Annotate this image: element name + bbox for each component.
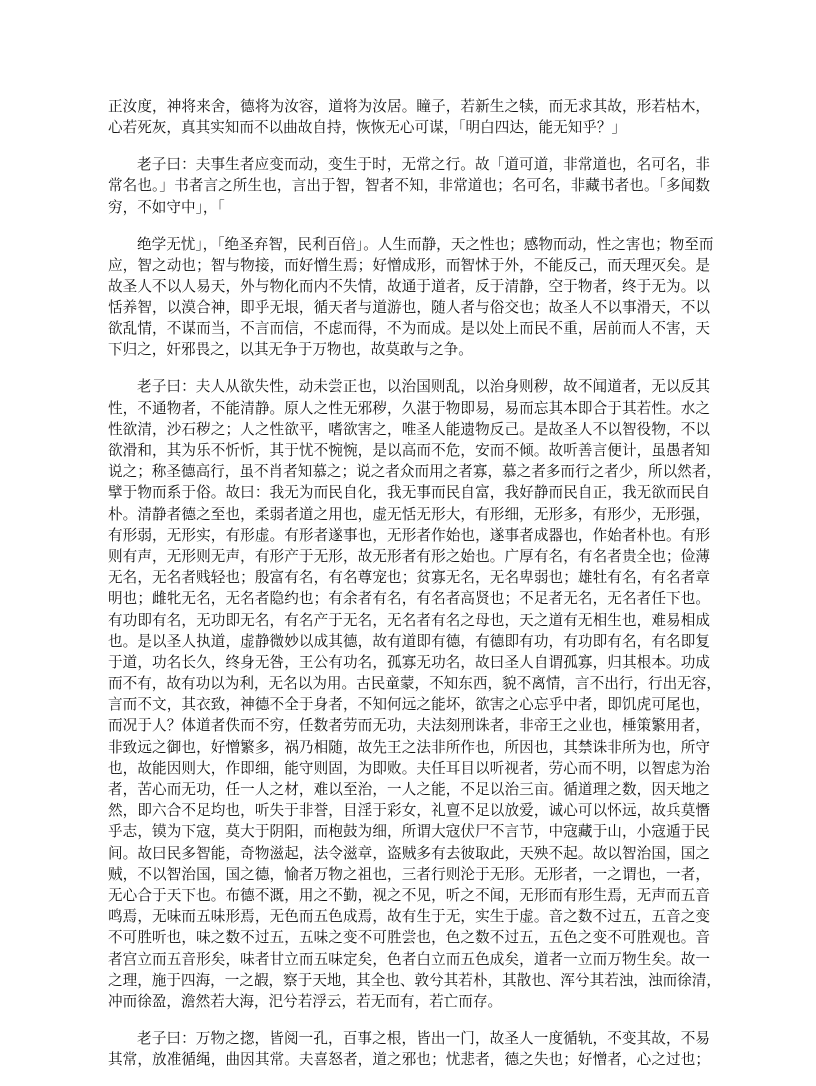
text-line: 欲乱情，不谋而当，不言而信，不虑而得，不为而成。是以处上而民不重，居前而人不害，天 <box>108 320 710 338</box>
text-line: 然，即六合不足均也，听失于非誉，目淫于彩女，礼亶不足以放爱，诚心可以怀远，故兵莫憯 <box>108 802 710 820</box>
text-line: 老子曰：夫事生者应变而动，变生于时，无常之行。故「道可道，非常道也，名可名，非 <box>137 156 710 174</box>
text-line: 故圣人不以人易天，外与物化而内不失情，故通于道者，反于清静，空于物者，终于无为。以 <box>108 277 710 295</box>
text-line: 擘于物而系于俗。故曰：我无为而民自化，我无事而民自富，我好静而民自正，我无欲而民自 <box>108 484 710 502</box>
text-line: 贼，不以智治国，国之德，愉者万物之祖也，三者行则沦于无形。无形者，一之谓也，一者， <box>108 865 710 883</box>
text-line: 冲而徐盈，澹然若大海，汜兮若浮云，若无而有，若亡而存。 <box>108 992 503 1010</box>
paragraph-3 <box>108 234 714 361</box>
text-line: 下归之，奸邪畏之，以其无争于万物也，故莫敢与之争。 <box>108 341 473 359</box>
text-line: 有形弱，无形实，有形虚。有形者遂事也，无形者作始也，遂事者成器也，作始者朴也。有形 <box>108 526 710 544</box>
text-line: 鸣焉，无味而五味形焉，无色而五色成焉，故有生于无，实生于虚。音之数不过五，五音之变 <box>108 908 710 926</box>
text-line: 心若死灰，真其实知而不以曲故自持，恢恢无心可谋，「明白四达，能无知乎？」 <box>108 119 627 137</box>
paragraph-5 <box>108 1028 710 1070</box>
text-line: 常名也。」书者言之所生也，言出于智，智者不知，非常道也；名可名，非藏书者也。「多闻数 <box>108 177 710 195</box>
text-line: 而不有，故有功以为利，无名以为用。古民童蒙，不知东西，貌不离情，言不出行，行出无容， <box>108 675 721 693</box>
text-line: 而况于人？体道者佚而不穷，任数者劳而无功，夫法刻刑诛者，非帝王之业也，棰策繁用者， <box>108 717 710 735</box>
text-line: 绝学无忧」，「绝圣弃智，民利百倍」。人生而静，天之性也；感物而动，性之害也；物至而 <box>137 235 714 253</box>
text-line: 间。故曰民多智能，奇物滋起，法令滋章，盗贼多有去彼取此，天殃不起。故以智治国，国之 <box>108 844 710 862</box>
paragraph-2 <box>108 154 710 218</box>
text-line: 也，故能因则大，作即细，能守则固，为即败。夫任耳目以听视者，劳心而不明，以智虑为治 <box>108 759 710 777</box>
text-line: 穷，不如守中」，「 <box>108 198 225 216</box>
text-line: 非致远之御也，好憎繁多，祸乃相随，故先王之法非所作也，所因也，其禁诛非所为也，所守 <box>108 738 710 756</box>
text-line: 有功即有名，无功即无名，有名产于无名，无名者有名之母也，天之道有无相生也，难易相成 <box>108 611 710 629</box>
paragraph-1 <box>108 96 710 138</box>
paragraph-4 <box>108 376 721 1012</box>
text-line: 朴。清静者德之至也，柔弱者道之用也，虚无恬无形大，有形细，无形多，有形少，无形强， <box>108 505 710 523</box>
text-line: 老子曰：万物之揔，皆阅一孔，百事之根，皆出一门，故圣人一度循轨，不变其故，不易 <box>137 1029 710 1047</box>
text-line: 则有声，无形则无声，有形产于无形，故无形者有形之始也。广厚有名，有名者贵全也；俭薄 <box>108 547 710 565</box>
text-line: 者宫立而五音形矣，味者甘立而五味定矣，色者白立而五色成矣，道者一立而万物生矣。故一 <box>108 950 710 968</box>
text-line: 性欲清，沙石秽之；人之性欲平，嗜欲害之，唯圣人能遗物反己。是故圣人不以智役物，不以 <box>108 420 710 438</box>
text-line: 者，苦心而无功，任一人之材，难以至治，一人之能，不足以治三亩。循道理之数，因天地之 <box>108 781 710 799</box>
text-line: 不可胜听也，味之数不过五，五味之变不可胜尝也，色之数不过五，五色之变不可胜观也。音 <box>108 929 710 947</box>
text-line: 言而不文，其衣致，神德不全于身者，不知何远之能坏，欲害之心忘乎中者，即饥虎可尾也， <box>108 696 710 714</box>
text-line: 恬养智，以漠合神，即乎无垠，循天者与道游也，随人者与俗交也；故圣人不以事滑天，不以 <box>108 299 710 317</box>
text-line: 明也；雌牝无名，无名者隐约也；有余者有名，有名者高贤也；不足者无名，无名者任下也。 <box>108 590 710 608</box>
text-line: 应，智之动也；智与物接，而好憎生焉；好憎成形，而智怵于外，不能反己，而天理灭矣。是 <box>108 256 710 274</box>
text-line: 正汝度，神将来舍，德将为汝容，道将为汝居。瞳子，若新生之犊，而无求其故，形若枯木， <box>108 98 710 115</box>
text-line: 欲滑和，其为乐不忻忻，其于忧不惋惋，是以高而不危，安而不倾。故听善言便计，虽愚者知 <box>108 442 710 460</box>
text-line: 其常，放准循绳，曲因其常。夫喜怒者，道之邪也；忧悲者，德之失也；好憎者，心之过也； <box>108 1051 710 1069</box>
text-line: 于道，功名长久，终身无咎，王公有功名，孤寡无功名，故曰圣人自谓孤寡，归其根本。功成 <box>108 653 710 671</box>
text-line: 也。是以圣人执道，虚静微妙以成其德，故有道即有德，有德即有功，有功即有名，有名即复 <box>108 632 710 650</box>
text-line: 老子曰：夫人从欲失性，动未尝正也，以治国则乱，以治身则秽，故不闻道者，无以反其 <box>137 378 710 396</box>
text-line: 无心合于天下也。布德不溉，用之不勤，视之不见，听之不闻，无形而有形生焉，无声而五音 <box>108 886 710 904</box>
text-line: 性，不通物者，不能清静。原人之性无邪秽，久湛于物即易，易而忘其本即合于其若性。水之 <box>108 399 710 417</box>
text-line: 之理，施于四海，一之嘏，察于天地，其全也、敦兮其若朴，其散也、浑兮其若浊，浊而徐清， <box>108 971 721 989</box>
text-line: 无名，无名者贱轻也；殷富有名，有名尊宠也；贫寡无名，无名卑弱也；雄牡有名，有名者章 <box>108 569 710 587</box>
text-line: 乎志，镆为下寇，莫大于阴阳，而枹鼓为细，所谓大寇伏尸不言节，中寇藏于山，小寇遁于民 <box>108 823 710 841</box>
text-line: 说之；称圣德高行，虽不肖者知慕之；说之者众而用之者寡，慕之者多而行之者少，所以然者， <box>108 463 721 481</box>
document-page <box>108 96 721 1086</box>
